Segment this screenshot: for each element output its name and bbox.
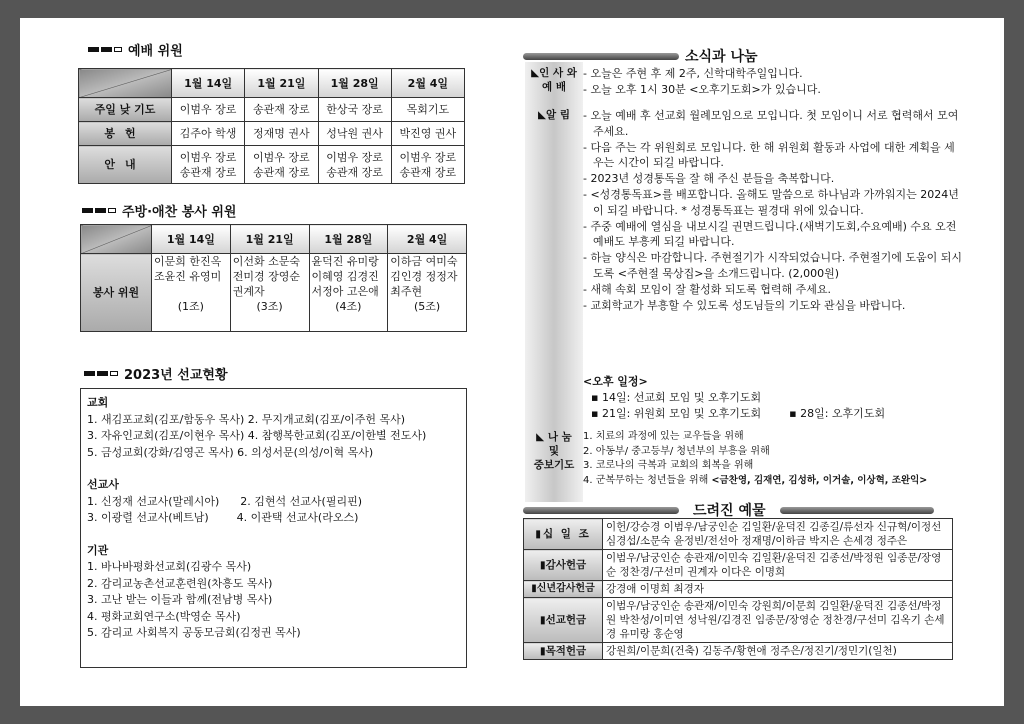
news-item: - 오늘은 주현 후 제 2주, 신학대학주일입니다. xyxy=(583,67,803,80)
table-cell: 정재명 권사 xyxy=(245,122,318,146)
list-item: 2. 감리교농촌선교훈련원(차흥도 목사) xyxy=(87,576,273,590)
news-item: - 오늘 오후 1시 30분 <오후기도회>가 있습니다. xyxy=(583,82,821,96)
list-item: 1. 바나바평화선교회(김광수 목사) xyxy=(87,560,252,573)
date-header: 1월 28일 xyxy=(318,69,391,98)
list-item: 1. 신정재 선교사(말레시아) 2. 김현석 선교사(필리핀) xyxy=(87,494,363,508)
heading-bar xyxy=(780,507,934,514)
bulletin-sheet xyxy=(20,18,1004,706)
churches-heading: 교회 xyxy=(87,396,109,409)
orgs-heading: 기관 xyxy=(87,543,109,557)
list-item: 5. 감리교 사회복지 공동모금회(김정권 목사) xyxy=(87,626,301,639)
schedule-item: ▪ 14일: 선교회 모임 및 오후기도회 xyxy=(591,390,762,404)
offering-names: 강경애 이명희 최경자 xyxy=(603,581,953,598)
table-corner xyxy=(81,225,152,254)
table-cell: 이문희 한진옥 조윤진 유영미 (1조) xyxy=(152,254,231,332)
worship-committee-table xyxy=(78,68,465,184)
heading-bar xyxy=(523,53,679,60)
offering-type: ▮십 일 조 xyxy=(524,519,603,550)
news-item: - 교회학교가 부흥할 수 있도록 성도님들의 기도와 관심을 바랍니다. xyxy=(583,298,906,312)
news-section-greeting xyxy=(583,66,963,98)
kitchen-committee-table xyxy=(80,224,467,332)
worship-committee-heading xyxy=(88,40,183,59)
list-item: 5. 금성교회(강화/김영곤 목사) 6. 의성서문(의성/이혁 목사) xyxy=(87,445,374,459)
offering-type: ▮감사헌금 xyxy=(524,550,603,581)
news-item: - 새해 속회 모임이 잘 활성화 되도록 협력해 주세요. xyxy=(583,282,831,296)
news-item: - 하늘 양식은 마감합니다. 주현절기가 시작되었습니다. 주현절기에 도움이 되시도록 <주현절 묵상집>을 소개드립니다. (2,000원) xyxy=(583,251,962,280)
news-title: 소식과 나눔 xyxy=(685,49,758,65)
list-item: 3. 이광렬 선교사(베트남) 4. 이관택 선교사(라오스) xyxy=(87,511,359,524)
news-item: 4. 군복무하는 청년들을 위해 <금찬영, 김재연, 김성하, 이거솔, 이상혁, 조완익> xyxy=(583,474,928,486)
news-item: - 다음 주는 각 위원회로 모입니다. 한 해 위원회 활동과 사업에 대한 계획을 세우는 시간이 되길 바랍니다. xyxy=(583,140,955,170)
offering-table xyxy=(523,518,953,660)
news-item: - 2023년 성경통독을 잘 해 주신 분들을 축복합니다. xyxy=(583,172,835,186)
offering-names: 이헌/강승경 이범우/남궁인순 김일환/윤덕진 김종길/류선자 신규혁/이정선 심경섭/소문숙 윤정빈/전선아 정재명/이하금 박지은 손세경 정주은 xyxy=(603,519,953,550)
table-cell: 한상국 장로 xyxy=(318,98,391,122)
table-cell: 송관재 장로 xyxy=(245,98,318,122)
table-cell: 윤덕진 유미랑 이혜영 김경진 서정아 고은애 (4조) xyxy=(309,254,388,332)
offering-names: 강원희/이문희(건축) 김동주/황현애 정주은/정진기/정민기(일천) xyxy=(603,643,953,660)
table-cell: 이하금 여미숙 김인경 정정자 최주현 (5조) xyxy=(388,254,467,332)
date-header: 1월 14일 xyxy=(172,69,245,98)
news-item: - 오늘 예배 후 선교회 월례모임으로 모입니다. 첫 모임이니 서로 협력해서 모여 주세요. xyxy=(583,109,959,138)
offering-type: ▮목적헌금 xyxy=(524,643,603,660)
list-item: 4. 평화교회연구소(박영순 목사) xyxy=(87,609,241,623)
schedule-item: ▪ 21일: 위원회 모임 및 오후기도회 ▪ 28일: 오후기도회 xyxy=(591,406,886,420)
section-marker-icon xyxy=(84,371,118,376)
table-cell: 김주아 학생 xyxy=(172,122,245,146)
table-corner xyxy=(79,69,172,98)
offering-heading xyxy=(523,500,934,520)
table-cell: 박진영 권사 xyxy=(391,122,464,146)
offering-type: ▮신년감사헌금 xyxy=(524,581,603,598)
offering-type: ▮선교헌금 xyxy=(524,598,603,643)
mission-status-title: 2023년 선교현황 xyxy=(124,368,228,383)
section-marker-icon xyxy=(82,208,116,213)
table-cell: 이범우 장로 xyxy=(172,98,245,122)
offering-title: 드려진 예물 xyxy=(693,503,766,519)
missionaries-heading: 선교사 xyxy=(87,478,119,491)
table-cell: 목회기도 xyxy=(391,98,464,122)
list-item: 3. 자유인교회(김포/이현우 목사) 4. 참행복한교회(김포/이한별 전도사) xyxy=(87,429,427,442)
date-header: 2월 4일 xyxy=(388,225,467,254)
date-header: 1월 28일 xyxy=(309,225,388,254)
kitchen-committee-title: 주방·애찬 봉사 위원 xyxy=(122,205,237,220)
offering-names: 이범우/남궁인순 송관재/이민숙 강원희/이문희 김일환/윤덕진 김종선/박정원 박찬성/이미연 성낙원/김경진 임종문/장영순 정찬경/구선미 김옥기 손세경 유미랑 홍순영 xyxy=(603,598,953,643)
mission-status-box xyxy=(80,388,467,668)
table-cell: 이범우 장로 송관재 장로 xyxy=(318,146,391,184)
table-cell: 이범우 장로 송관재 장로 xyxy=(245,146,318,184)
news-section-notices xyxy=(583,108,963,313)
role-cell: 주일 낮 기도 xyxy=(79,98,172,122)
news-item: 2. 아동부/ 중고등부/ 청년부의 부흥을 위해 xyxy=(583,445,770,457)
role-cell: 봉사 위원 xyxy=(81,254,152,332)
news-item: 1. 치료의 과정에 있는 교우들을 위해 xyxy=(583,431,744,442)
role-cell: 봉헌 xyxy=(79,122,172,146)
table-cell: 이범우 장로 송관재 장로 xyxy=(172,146,245,184)
news-section-prayer xyxy=(583,430,965,488)
list-item: 3. 고난 받는 이들과 함께(전남병 목사) xyxy=(87,593,273,606)
worship-committee-title: 예배 위원 xyxy=(128,44,183,59)
news-item: - <성경통독표>를 배포합니다. 올해도 말씀으로 하나님과 가까워지는 2024년이 되길 바랍니다. * 성경통독표는 필경대 위에 있습니다. xyxy=(583,187,959,217)
schedule-title: <오후 일정> xyxy=(583,375,648,388)
kitchen-committee-heading xyxy=(82,201,236,220)
news-item: 3. 코로나의 극복과 교회의 회복을 위해 xyxy=(583,460,754,471)
date-header: 1월 14일 xyxy=(152,225,231,254)
news-label: ◣ 나 눔 및 중보기도 xyxy=(533,431,575,471)
date-header: 1월 21일 xyxy=(245,69,318,98)
offering-names: 이범우/남궁인순 송관재/이민숙 김일환/윤덕진 김종선/박정원 임종문/장영순 정찬경/구선미 권계자 이다은 이명희 xyxy=(603,550,953,581)
news-body xyxy=(525,66,965,506)
section-marker-icon xyxy=(88,47,122,52)
heading-bar xyxy=(523,507,679,514)
mission-status-heading xyxy=(84,364,228,383)
list-item: 1. 새김포교회(김포/함동우 목사) 2. 무지개교회(김포/이주헌 목사) xyxy=(87,412,406,426)
news-label: ◣인 사 와 예 배 xyxy=(531,67,577,93)
news-item: - 주중 예배에 열심을 내보시길 권면드립니다.(새벽기도회,수요예배) 수요 오전예배도 부흥케 되길 바랍니다. xyxy=(583,219,957,249)
table-cell: 이범우 장로 송관재 장로 xyxy=(391,146,464,184)
role-cell: 안내 xyxy=(79,146,172,184)
table-cell: 성낙원 권사 xyxy=(318,122,391,146)
date-header: 2월 4일 xyxy=(391,69,464,98)
table-cell: 이선화 소문숙 전미경 장영순 권계자 (3조) xyxy=(230,254,309,332)
news-label: ◣알 림 xyxy=(537,109,571,121)
date-header: 1월 21일 xyxy=(230,225,309,254)
afternoon-schedule xyxy=(583,374,963,421)
